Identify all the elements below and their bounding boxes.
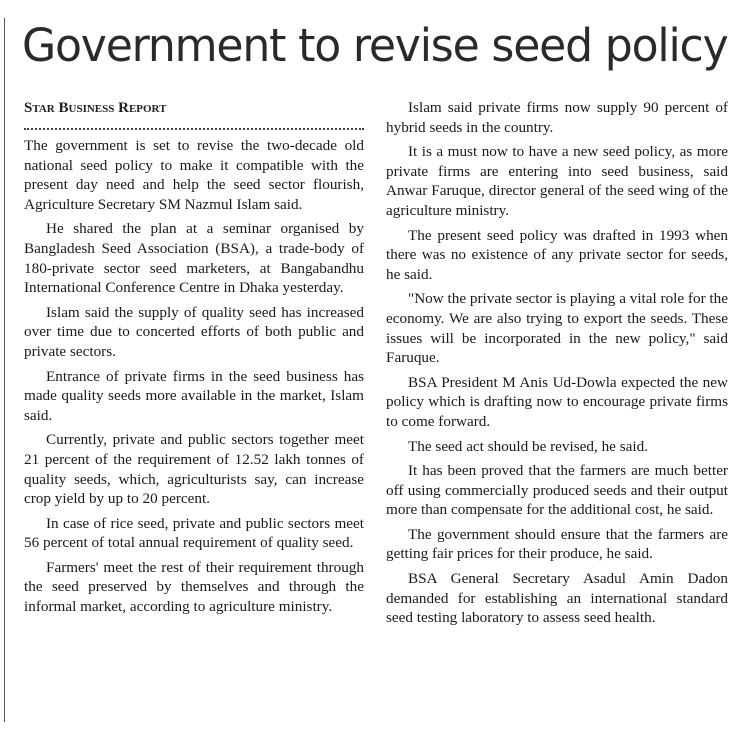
byline-divider	[24, 128, 364, 130]
paragraph: "Now the private sector is playing a vital role for the economy. We are also trying to export the seeds. These issues will be incorporated in the new policy," said Faruque.	[386, 290, 728, 367]
paragraph: He shared the plan at a seminar organised by Bangladesh Seed Association (BSA), a trade-body of 180-private sector seed marketers, at Bangabandhu International Conference Centre in Dhaka yesterday.	[24, 220, 364, 297]
article-body	[24, 98, 728, 633]
paragraph: The government is set to revise the two-decade old national seed policy to make it compatible with the present day need and help the seed sector flourish, Agriculture Secretary SM Nazmul Islam said.	[24, 137, 364, 213]
paragraph: The government should ensure that the farmers are getting fair prices for their produce, he said.	[386, 525, 728, 563]
headline: Government to revise seed policy	[22, 19, 728, 72]
paragraph: The seed act should be revised, he said.	[408, 437, 648, 455]
paragraph: The present seed policy was drafted in 1993 when there was no existence of any private sector for seeds, he said.	[386, 226, 728, 283]
paragraph: BSA President M Anis Ud-Dowla expected the new policy which is drafting now to encourage private firms to come forward.	[386, 373, 728, 430]
paragraph: It has been proved that the farmers are much better off using commercially produced seeds and their output more than compensate for the additional cost, he said.	[386, 462, 728, 519]
column-rule	[4, 18, 5, 722]
paragraph: Entrance of private firms in the seed business has made quality seeds more available in the market, Islam said.	[24, 367, 364, 424]
byline: Star Business Report	[24, 100, 167, 116]
paragraph: It is a must now to have a new seed policy, as more private firms are entering into seed business, said Anwar Faruque, director general of the seed wing of the agriculture ministry.	[386, 143, 728, 219]
right-column	[386, 98, 728, 633]
left-column	[24, 98, 364, 633]
paragraph: Currently, private and public sectors together meet 21 percent of the requirement of 12.52 lakh tonnes of quality seeds, which, agriculturists say, can increase crop yield by up to 20 percent.	[24, 431, 364, 508]
paragraph: Islam said the supply of quality seed has increased over time due to concerted efforts of both public and private sectors.	[24, 303, 364, 360]
paragraph: In case of rice seed, private and public sectors meet 56 percent of total annual requirement of quality seed.	[24, 514, 364, 552]
paragraph: Farmers' meet the rest of their requirement through the seed preserved by themselves and through the informal market, according to agriculture ministry.	[24, 558, 364, 616]
paragraph: Islam said private firms now supply 90 percent of hybrid seeds in the country.	[386, 99, 728, 136]
paragraph: BSA General Secretary Asadul Amin Dadon demanded for establishing an international standard seed testing laboratory to assess seed health.	[386, 570, 728, 627]
